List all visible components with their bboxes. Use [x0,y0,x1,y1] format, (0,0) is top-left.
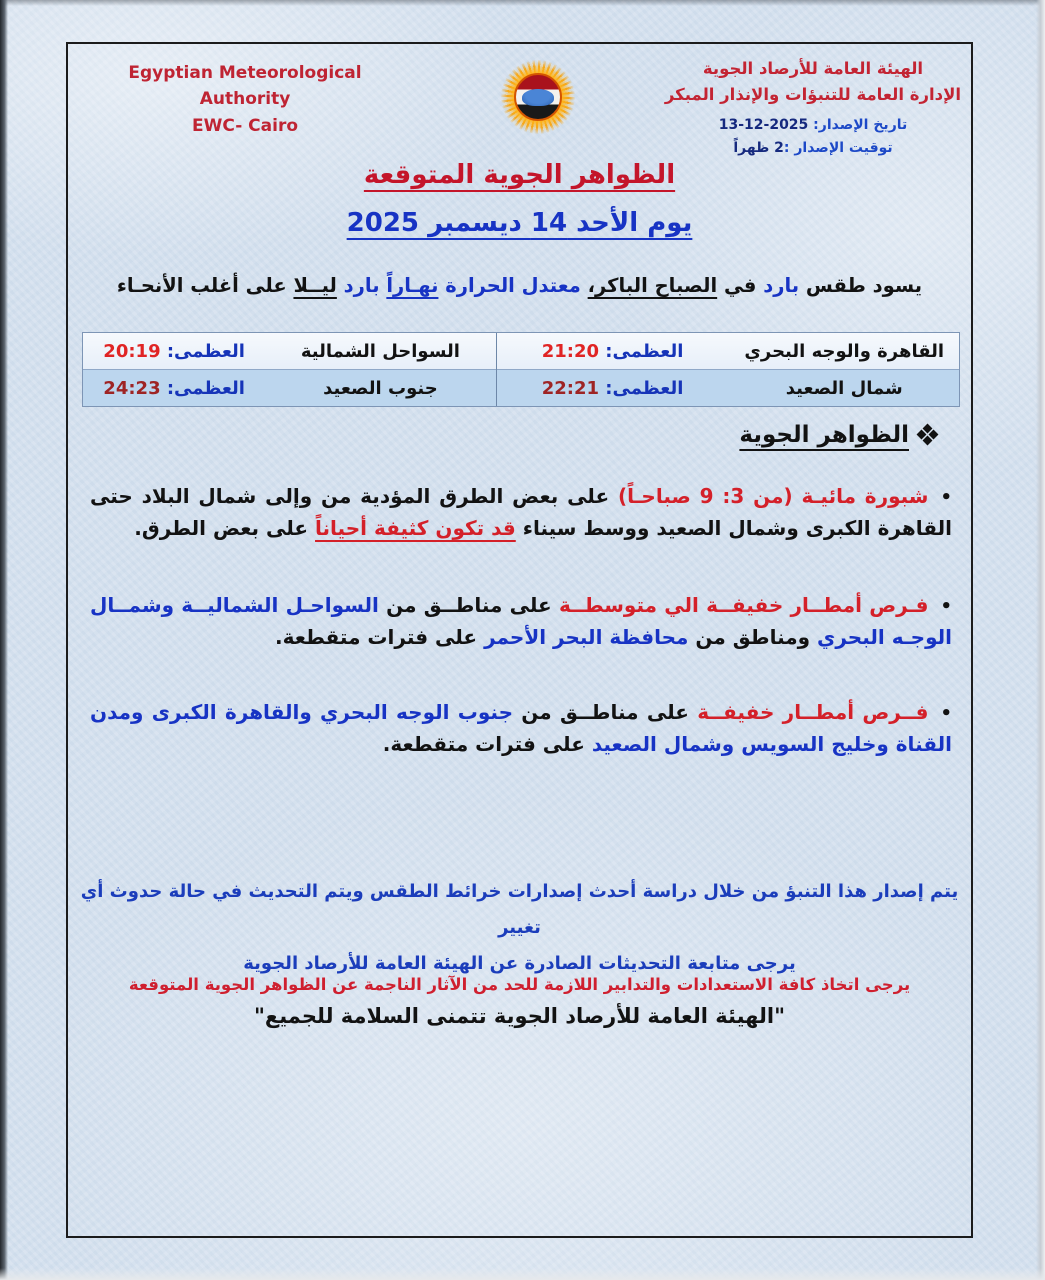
region-cell: السواحل الشمالية [300,340,460,362]
bulletin-frame [66,42,973,1238]
max-temp-cell: العظمى: 22:21 [541,377,684,399]
page-title: الظواهر الجوية المتوقعة [363,160,676,190]
region-cell: جنوب الصعيد [323,377,438,399]
update-note [68,874,971,982]
bullet-dot-icon: • [940,703,953,724]
logo-flag-globe-icon [514,73,562,121]
bullet-dot-icon: • [940,596,952,617]
photo-edge-right [1036,0,1045,1280]
max-temp-cell: العظمى: 24:23 [103,377,245,399]
phenomena-item-fog: •شبورة مائيـة (من 3: 9 صباحـاً) على بعض الطرق المؤدية من وإلى شمال البلاد حتى القاهرة الكبرى وشمال الصعيد ووسط سيناء قد تكون كثيفة أحياناً على بعض الطرق. [90,484,952,541]
max-temp-cell: العظمى: 20:19 [103,340,245,362]
english-org-name: Egyptian Meteorological Authority [128,63,362,110]
precautions-warning: يرجى اتخاذ كافة الاستعدادات والتدابير اللازمة للحد من الآثار الناجمة عن الظواهر الجوية المتوقعة [128,975,911,994]
issue-time-value: 2 ظهراً [733,139,784,156]
max-temp-cell: العظمى: 21:20 [541,340,684,362]
photo-edge-left [0,0,8,1280]
update-note-line2: يرجى متابعة التحديثات الصادرة عن الهيئة العامة للأرصاد الجوية [243,953,796,974]
table-column-divider [496,333,497,406]
update-note-line1: يتم إصدار هذا التنبؤ من خلال دراسة أحدث إصدارات خرائط الطقس ويتم التحديث في حالة حدوث أي تغيير [80,881,959,938]
diamond-bullet-icon [918,425,937,444]
bullet-dot-icon: • [940,487,952,508]
issue-time-line [663,137,963,159]
issue-time-label: توقيت الإصدار : [783,139,893,156]
region-cell: القاهرة والوجه البحري [744,340,945,362]
english-header [90,60,400,139]
region-cell: شمال الصعيد [785,377,903,399]
table-row [83,369,959,406]
logo-cloud-icon [522,89,554,106]
arabic-header [663,56,963,159]
forecast-date-title: يوم الأحد 14 ديسمبر 2025 [346,208,693,238]
table-row [83,333,959,369]
photo-edge-bottom [0,1268,1045,1280]
issue-date-line [663,114,963,136]
authority-name: الهيئة العامة للأرصاد الجوية [702,59,924,78]
english-org-sub: EWC- Cairo [191,115,299,136]
phenomena-section-heading: الظواهر الجوية [739,422,937,448]
authority-department: الإدارة العامة للتنبؤات والإنذار المبكر [664,84,962,104]
phenomena-item-rain-north: •فـرص أمطــار خفيفــة الي متوسطــة على مناطــق من السواحـل الشماليــة وشمــال الوجـه البحري ومناطق من محافظة البحر الأحمر على فترات متقطعة. [90,593,952,650]
issue-info [663,114,963,159]
temperatures-table [82,332,960,407]
closing-wish: "الهيئة العامة للأرصاد الجوية تتمنى السلامة للجميع" [253,1004,786,1028]
ema-logo-icon [501,60,575,134]
issue-date-value: 2025-12-13 [718,117,809,134]
weather-summary-line: يسود طقس بارد في الصباح الباكر، معتدل الحرارة نهـاراً بارد ليــلا على أغلب الأنحـاء [116,274,923,297]
issue-date-label: تاريخ الإصدار: [808,117,908,134]
photo-edge-top [0,0,1045,6]
phenomena-item-rain-south: •فــرص أمطــار خفيفــة على مناطــق من جنوب الوجه البحري والقاهرة الكبرى ومدن القناة وخليج السويس وشمال الصعيد على فترات متقطعة. [90,700,953,757]
